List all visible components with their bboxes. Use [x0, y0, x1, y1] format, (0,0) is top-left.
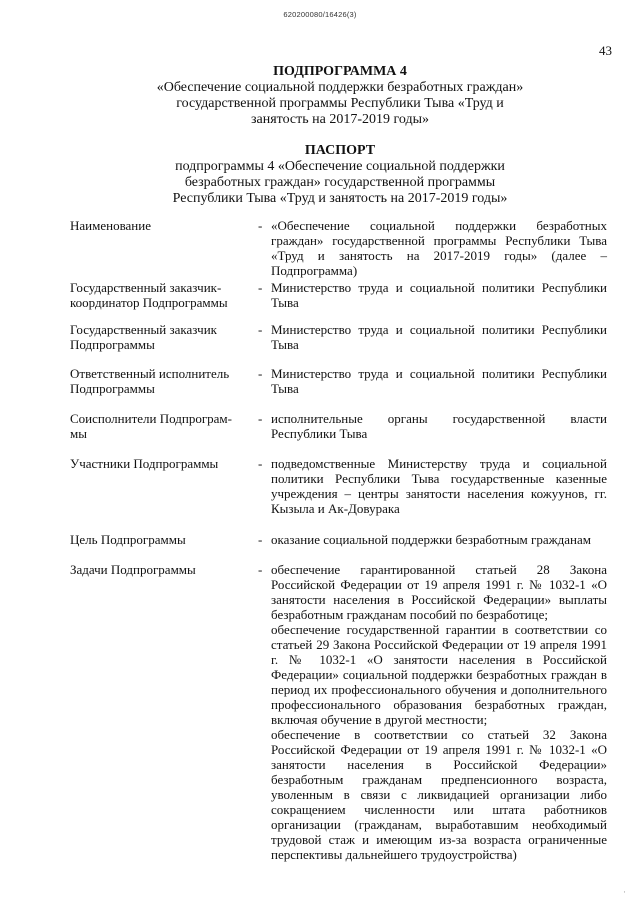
subprogram-line: занятость на 2017-2019 годы» — [250, 112, 430, 127]
passport-heading — [0, 143, 640, 207]
row-value — [271, 218, 607, 278]
passport-line: подпрограммы 4 «Обеспечение социальной поддержки — [175, 159, 505, 174]
row-value-paragraph: обеспечение гарантированной статьей 28 Закона Российской Федерации от 19 апреля 1991 г. № 1032-1 «О занятости населения в Российской Федерации» выплаты безработным гражданам пособий по безработице; — [271, 562, 607, 622]
row-value — [271, 562, 607, 862]
row-value — [271, 411, 607, 441]
row-dash: - — [258, 322, 263, 337]
row-label: Государственный заказчик- координатор Подпрограммы — [70, 280, 228, 310]
passport-line: безработных граждан» государственной программы — [184, 175, 496, 190]
subprogram-line: государственной программы Республики Тыва «Труд и — [176, 96, 504, 111]
row-value — [271, 366, 607, 396]
row-dash: - — [258, 456, 263, 471]
row-dash: - — [258, 366, 263, 381]
row-value-paragraph: оказание социальной поддержки безработным гражданам — [271, 532, 591, 547]
row-value — [271, 456, 607, 516]
row-dash: - — [258, 562, 263, 577]
row-dash: - — [258, 218, 263, 233]
row-value — [271, 532, 607, 547]
row-dash: - — [258, 280, 263, 295]
row-dash: - — [258, 532, 263, 547]
subprogram-line: «Обеспечение социальной поддержки безработных граждан» — [156, 80, 524, 95]
row-dash: - — [258, 411, 263, 426]
row-label: Участники Подпрограммы — [70, 456, 219, 471]
row-label: Государственный заказчик Подпрограммы — [70, 322, 217, 352]
row-value-paragraph: обеспечение в соответствии со статьей 32 Закона Российской Федерации от 19 апреля 1991 г. № 1032-1 «О занятости населения в Российской Федерации» безработным гражданам предпенсионного возраста, уволенным в связи с ликвидацией организации либо сокращением численности или штата работников организации (гражданам, выработавшим необходимый трудовой стаж и имеющим из-за возраста ограниченные перспективы дальнейшего трудоустройства) — [271, 727, 607, 862]
row-value-paragraph: «Обеспечение социальной поддержки безработных граждан» государственной программы Республики Тыва «Труд и занятость на 2017-2019 годы» (далее – Подпрограмма) — [271, 218, 607, 278]
row-value-paragraph: подведомственные Министерству труда и социальной политики Республики Тыва государственные казенные учреждения – центры занятости населения кожуунов, гг. Кызыла и Ак-Довурака — [271, 456, 607, 516]
row-label: Цель Подпрограммы — [70, 532, 186, 547]
document-code: 620200080/16426(3) — [283, 10, 357, 19]
row-value — [271, 280, 607, 310]
subprogram-title: ПОДПРОГРАММА 4 — [273, 64, 407, 79]
subprogram-heading — [0, 64, 640, 128]
row-value-paragraph: Министерство труда и социальной политики Республики Тыва — [271, 366, 607, 396]
passport-line: Республики Тыва «Труд и занятость на 2017-2019 годы» — [172, 191, 508, 206]
passport-title: ПАСПОРТ — [304, 143, 376, 158]
page-number: 43 — [599, 43, 612, 58]
row-value-paragraph: исполнительные органы государственной власти Республики Тыва — [271, 411, 607, 441]
row-value-paragraph: Министерство труда и социальной политики Республики Тыва — [271, 280, 607, 310]
row-label: Задачи Подпрограммы — [70, 562, 196, 577]
row-value-paragraph: Министерство труда и социальной политики Республики Тыва — [271, 322, 607, 352]
row-value — [271, 322, 607, 352]
row-label: Соисполнители Подпрограм- мы — [70, 411, 232, 441]
row-label: Наименование — [70, 218, 151, 233]
row-value-paragraph: обеспечение государственной гарантии в соответствии со статьей 29 Закона Российской Федерации от 19 апреля 1991 г. № 1032-1 «О занятости населения в Российской Федерации» социальной поддержки безработных граждан в период их профессионального обучения и дополнительного профессионального образования безработных граждан, включая обучение в другой местности; — [271, 622, 607, 727]
scan-mark-icon: · — [623, 887, 626, 897]
row-label: Ответственный исполнитель Подпрограммы — [70, 366, 230, 396]
